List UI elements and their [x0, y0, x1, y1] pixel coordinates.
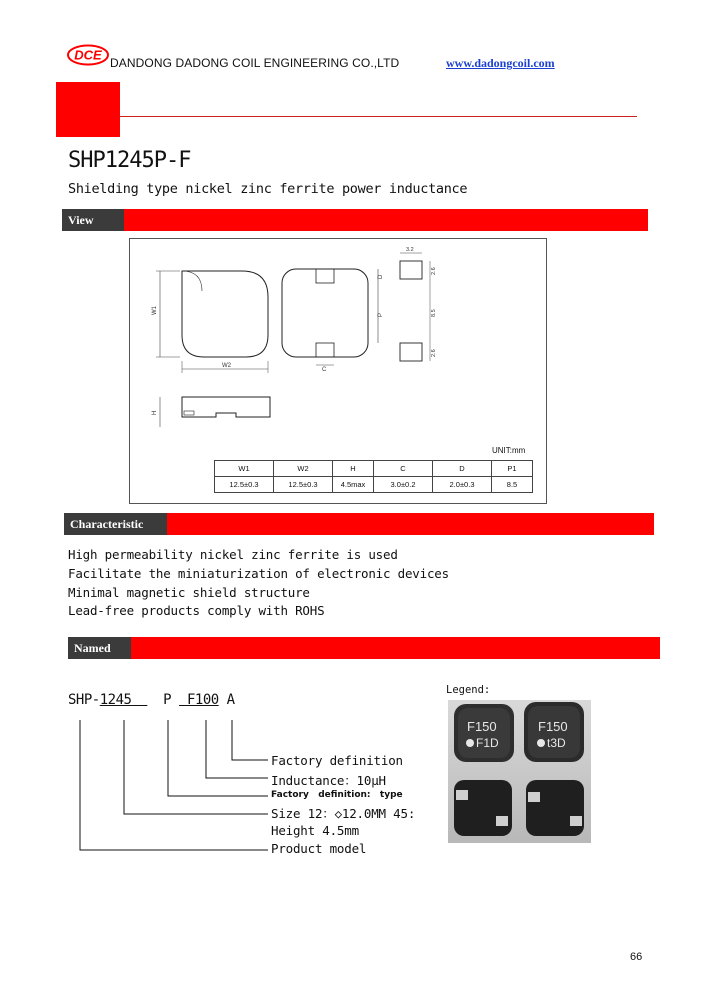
- dim-p-label: P: [378, 312, 384, 317]
- code-size: 1245: [99, 692, 132, 708]
- table-cell: 3.0±0.2: [374, 477, 433, 493]
- photo-mark-1: F150: [467, 719, 497, 734]
- header-red-block: [56, 82, 120, 137]
- code-inductance: F100: [186, 692, 219, 708]
- table-header-row: [215, 461, 533, 477]
- header-divider: [120, 116, 637, 117]
- named-section-bar: [68, 637, 660, 659]
- photo-mark-2: F1D: [476, 736, 499, 750]
- table-cell: 8.5: [492, 477, 533, 493]
- table-cell: 2.0±0.3: [433, 477, 492, 493]
- unit-label: UNIT:mm: [492, 446, 526, 455]
- named-item-inductance: Inductance：10μH: [271, 773, 386, 788]
- table-header-cell: P1: [492, 461, 533, 477]
- characteristic-item: High permeability nickel zinc ferrite is used: [68, 547, 398, 562]
- table-header-cell: W1: [215, 461, 274, 477]
- characteristic-item: Facilitate the miniaturization of electronic devices: [68, 566, 449, 581]
- website-link[interactable]: www.dadongcoil.com: [446, 56, 555, 70]
- photo-mark-4: t3D: [547, 736, 566, 750]
- table-cell: 12.5±0.3: [274, 477, 333, 493]
- dim-pad-h1: 2.6: [431, 267, 437, 275]
- technical-drawing: [129, 238, 547, 504]
- named-item-size: Size 12：◇12.0MM 45:: [271, 806, 416, 821]
- dimension-table: [214, 460, 533, 493]
- product-photo: [448, 700, 591, 843]
- characteristic-item: Lead-free products comply with ROHS: [68, 603, 325, 618]
- legend-label: Legend:: [446, 684, 491, 696]
- code-type: P: [163, 692, 172, 708]
- table-header-cell: D: [433, 461, 492, 477]
- characteristic-item: Minimal magnetic shield structure: [68, 585, 310, 600]
- dim-w1-label: W1: [152, 306, 158, 315]
- named-section-label: Named: [68, 637, 131, 659]
- table-header-cell: C: [374, 461, 433, 477]
- characteristic-section-label: Characteristic: [64, 513, 167, 535]
- dim-h-label: H: [152, 410, 158, 415]
- view-section-bar: [62, 209, 648, 231]
- named-item-height: Height 4.5mm: [271, 823, 359, 838]
- part-number-code: [68, 692, 235, 708]
- company-logo: [66, 44, 110, 66]
- table-cell: 12.5±0.3: [215, 477, 274, 493]
- dim-pad-width: 3.2: [406, 247, 414, 253]
- logo-text: DCE: [74, 47, 102, 63]
- product-subtitle: Shielding type nickel zinc ferrite power inductance: [68, 181, 468, 197]
- dim-pad-h2: 2.6: [431, 349, 437, 357]
- view-section-label: View: [62, 209, 124, 231]
- dim-d-label: D: [378, 274, 384, 279]
- page-number: 66: [630, 951, 643, 963]
- company-name: DANDONG DADONG COIL ENGINEERING CO.,LTD: [110, 56, 400, 70]
- dim-w2-label: W2: [222, 363, 231, 369]
- code-prefix: SHP-: [68, 692, 100, 708]
- dim-c-label: C: [322, 367, 327, 373]
- code-factory: A: [226, 692, 235, 708]
- table-row: [215, 477, 533, 493]
- named-item-factory: Factory definition: [271, 753, 403, 768]
- photo-mark-3: F150: [538, 719, 568, 734]
- naming-leader-lines: [60, 712, 270, 862]
- named-item-type: Factory definition: type: [271, 790, 403, 800]
- named-item-model: Product model: [271, 841, 367, 856]
- product-title: SHP1245P-F: [68, 148, 191, 173]
- table-header-cell: H: [333, 461, 374, 477]
- dim-pad-gap: 8.5: [431, 309, 437, 317]
- table-header-cell: W2: [274, 461, 333, 477]
- table-cell: 4.5max: [333, 477, 374, 493]
